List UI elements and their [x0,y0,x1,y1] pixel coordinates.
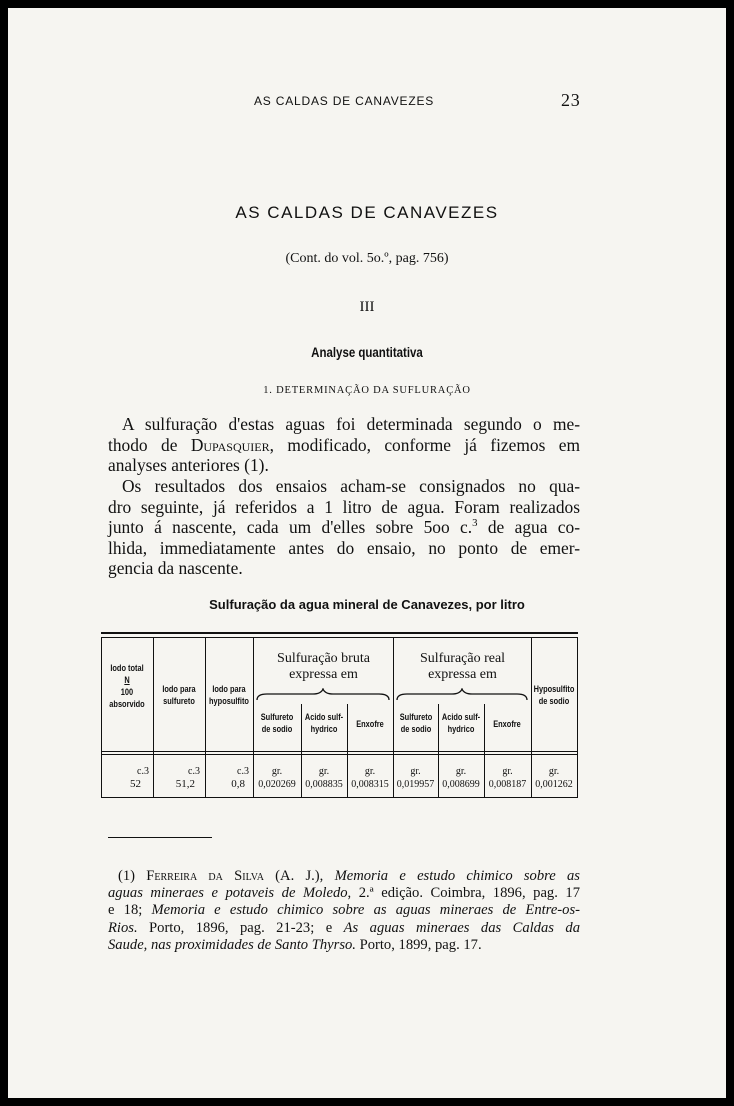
text-fragment: e 18; [108,902,152,919]
table-caption: Sulfuração da agua mineral de Canavezes, por litro [209,597,525,612]
header-line: de sodio [400,724,432,735]
header-iodo-sulfureto [156,684,203,708]
paragraph-2-line-5: gencia da nascente. [108,558,243,579]
value-bruta-enxofre: 0,008315 [351,779,389,790]
section-title: Analyse quantitativa [311,344,423,360]
footnote-line-1 [108,868,580,885]
value-hyposulfito: 0,001262 [535,779,573,790]
value-bruta-sulfureto: 0,020269 [258,779,296,790]
header-line: Sulfuração real [419,651,506,666]
italic-title: Memoria e estudo chimico sobre as aguas mineraes de Entre-os- [151,902,580,919]
paragraph-2-line-1: Os resultados dos ensaios acham-se consignados no qua- [122,476,580,496]
text-fragment: thodo de [108,434,191,455]
text-fragment: de agua co- [477,517,580,538]
italic-title: aguas mineraes e potaveis de Moledo [108,885,348,902]
header-line: hydrico [447,724,475,735]
header-real-sulfureto [394,712,438,736]
unit-label: gr. [548,766,560,777]
value-real-acido: 0,008699 [442,779,480,790]
header-real-acido [439,712,483,736]
header-rule [101,754,578,755]
header-line: hyposulfito [209,696,249,707]
header-line: Sulfureto [260,712,294,723]
page-number: 23 [561,90,581,110]
header-line: Acido sulf- [441,712,481,723]
header-line: expressa em [428,667,497,682]
table-bottom-rule [101,797,578,798]
header-line: de sodio [538,696,570,707]
unit-label: gr. [410,766,421,777]
footnote-line-3 [108,902,580,919]
header-line: absorvido [109,699,145,710]
header-line: sulfureto [163,696,195,707]
brace-bruta [255,688,391,702]
paragraph-2-line-2: dro seguinte, já referidos a 1 litro de agua. Foram realizados [108,496,580,517]
paragraph-2-line-4: lhida, immediatamente antes do ensaio, no ponto de emer- [108,537,580,558]
unit-label: gr. [364,766,376,777]
paragraph-1-line-1: A sulfuração d'estas aguas foi determinada segundo o me- [122,414,580,434]
footnote [108,868,580,954]
article-title: AS CALDAS DE CANAVEZES [235,203,499,222]
table-top-rule-thin [101,637,578,638]
header-line: Hyposulfito [533,684,575,695]
header-line: Iodo para [212,684,246,695]
running-title: AS CALDAS DE CANAVEZES [254,94,435,108]
text-fragment: Porto, 1896, pag. 21-23; e [137,919,344,936]
text-fragment: (A. J.), [263,868,335,884]
header-iodo-hyposulfito [205,684,253,708]
unit-label: gr. [318,766,330,777]
italic-title: As aguas mineraes das Caldas da [343,919,580,936]
text-fragment: , modificado, conforme já fizemos em [269,434,580,455]
col-rule [577,638,578,798]
unit-label: c.3 [137,766,149,777]
book-page [8,8,726,1098]
header-hyposulfito [531,684,578,708]
header-line: expressa em [289,667,358,682]
unit-label: gr. [502,766,513,777]
header-line: de sodio [261,724,293,735]
text-fragment: Porto, 1899, pag. 17. [355,936,482,953]
header-real-enxofre: Enxofre [493,719,521,730]
part-numeral: III [359,299,375,315]
header-line: N [124,675,130,686]
footnote-separator [108,837,212,838]
header-group-bruta [254,651,393,683]
italic-title: Memoria e estudo chimico sobre as [334,868,580,884]
paragraph-1-line-3: analyses anteriores (1). [108,455,269,476]
unit-label: c.3 [188,766,200,777]
header-iodo-total [103,663,151,711]
value-real-sulfureto: 0,019957 [396,779,435,790]
footnote-line-4 [108,920,580,937]
text-fragment: , 2.ª edição. Coimbra, 1896, pag. 17 [347,885,581,902]
author-name: Ferreira da Silva [146,868,264,884]
footnote-line-5 [108,937,580,954]
header-line: 100 [120,687,134,698]
table-top-rule [101,632,578,634]
header-line: Sulfuração bruta [277,651,370,666]
brace-real [395,688,529,702]
italic-title: Saude, nas proximidades de Santo Thyrso. [108,936,356,953]
header-group-real [394,651,531,683]
value-bruta-acido: 0,008835 [305,779,343,790]
continuation-note: (Cont. do vol. 5o.º, pag. 756) [285,251,449,266]
header-rule [101,751,578,752]
value-iodo-total: 52 [130,778,141,790]
header-line: Iodo total [110,663,144,674]
header-line: Acido sulf- [304,712,344,723]
author-name: Dupasquier [190,434,270,455]
unit-label: gr. [271,766,283,777]
subsection-title: 1. DETERMINAÇÃO DA SUFLURAÇÃO [263,385,471,396]
header-bruta-enxofre: Enxofre [356,719,384,730]
text-fragment: (1) [118,868,147,884]
text-fragment: junto á nascente, cada um d'elles sobre 5oo c. [108,517,473,538]
footnote-line-2 [108,885,580,902]
header-line: Sulfureto [399,712,433,723]
unit-label: c.3 [237,766,249,777]
value-iodo-sulfureto: 51,2 [175,778,195,790]
header-bruta-acido [302,712,346,736]
header-bruta-sulfureto [255,712,299,736]
value-iodo-hyposulfito: 0,8 [231,778,245,790]
value-real-enxofre: 0,008187 [488,779,527,790]
unit-label: gr. [455,766,467,777]
italic-title: Rios. [108,919,138,936]
superscript: 3 [472,517,478,530]
header-line: Iodo para [162,684,196,695]
header-line: hydrico [310,724,338,735]
